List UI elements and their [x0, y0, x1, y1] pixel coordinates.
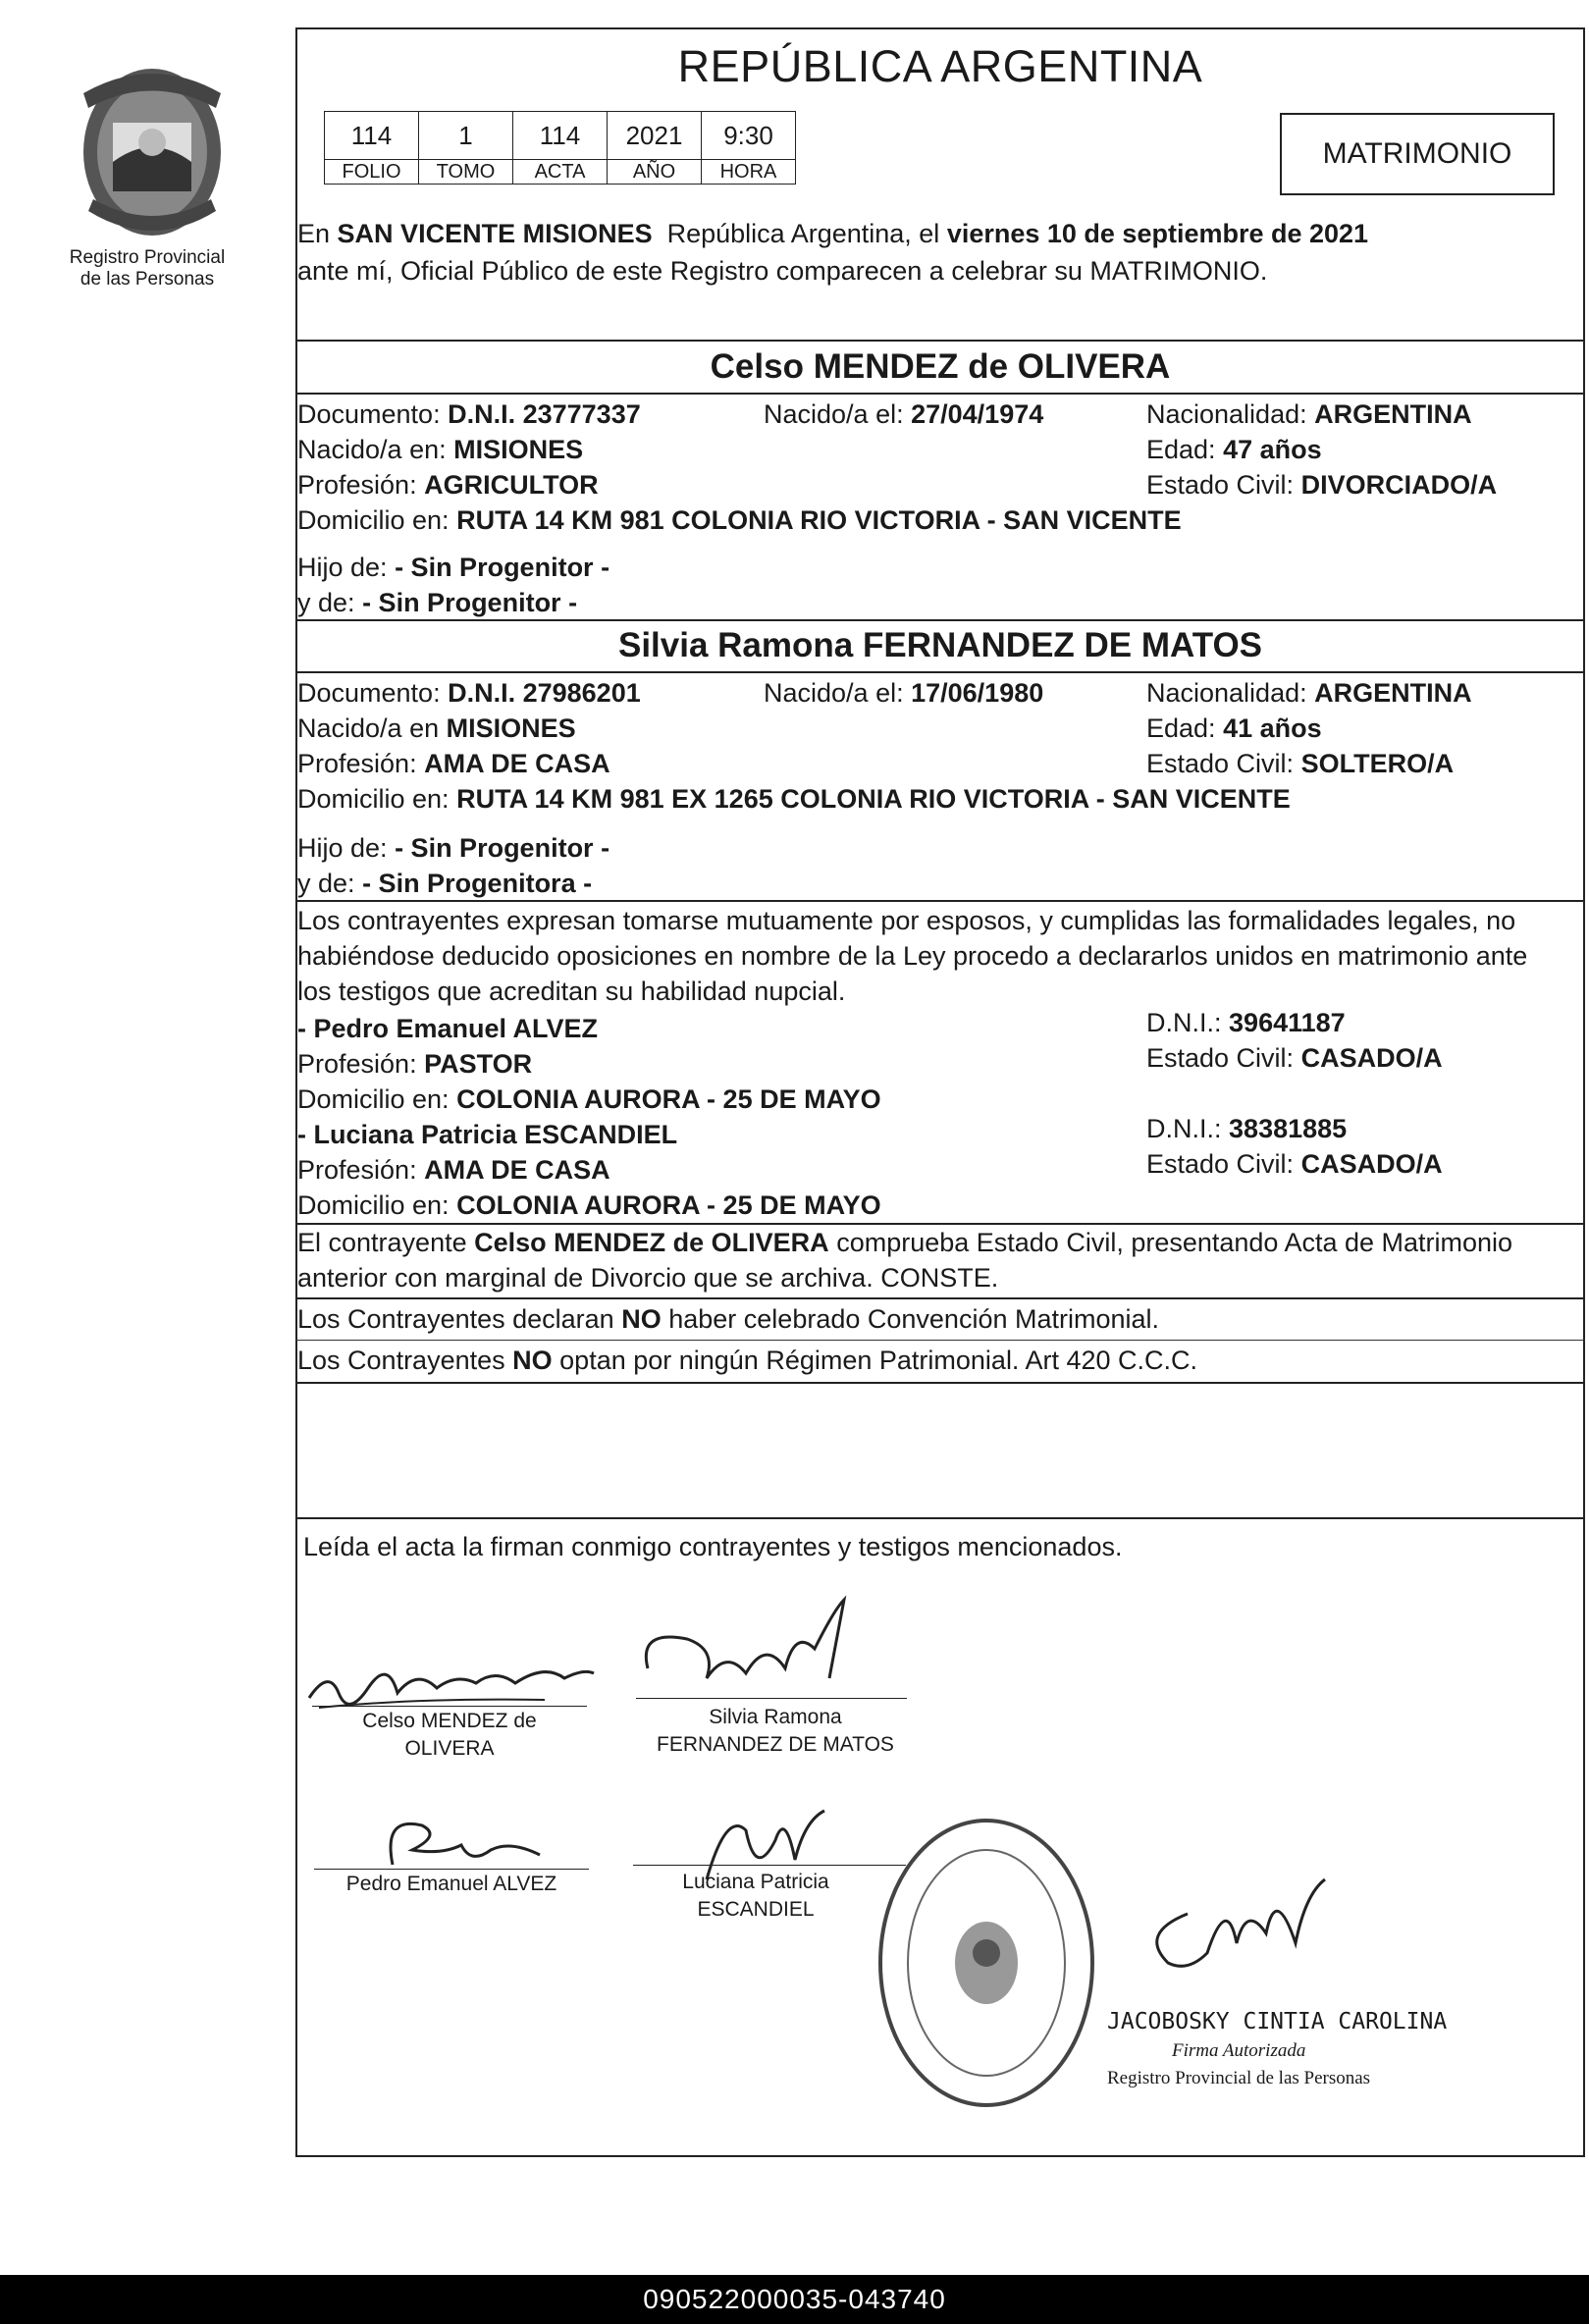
party1-parent-1: Hijo de: - Sin Progenitor - — [297, 553, 610, 582]
civil-status-note-line-1: El contrayente Celso MENDEZ de OLIVERA comprueba Estado Civil, presentando Acta de Matrimonio — [297, 1228, 1513, 1257]
record-table — [324, 111, 796, 185]
party2-civil-status: Estado Civil: SOLTERO/A — [1146, 749, 1455, 778]
party2-born-on: Nacido/a el: 17/06/1980 — [764, 678, 1044, 708]
signature-caption-silvia: Silvia Ramona FERNANDEZ DE MATOS — [657, 1706, 894, 1756]
declaration-line-3: los testigos que acreditan su habilidad nupcial. — [297, 977, 846, 1006]
party1-nationality: Nacionalidad: ARGENTINA — [1146, 399, 1472, 429]
hora-label: HORA — [702, 160, 796, 185]
party1-profession: Profesión: AGRICULTOR — [297, 470, 599, 500]
witness-1-dni: D.N.I.: 39641187 — [1146, 1008, 1346, 1037]
acta-value: 114 — [513, 112, 608, 160]
signature-caption-luciana: Luciana Patricia ESCANDIEL — [682, 1871, 829, 1921]
signature-silvia-icon — [628, 1590, 864, 1708]
party1-civil-status: Estado Civil: DIVORCIADO/A — [1146, 470, 1498, 500]
intro-line-1: En SAN VICENTE MISIONES República Argentina, el viernes 10 de septiembre de 2021 — [297, 219, 1369, 248]
official-role: Firma Autorizada — [1172, 2040, 1306, 2061]
witness-2-profession: Profesión: AMA DE CASA — [297, 1155, 610, 1185]
regime-line-2: Los Contrayentes NO optan por ningún Régimen Patrimonial. Art 420 C.C.C. — [297, 1346, 1198, 1375]
anio-label: AÑO — [608, 160, 702, 185]
declaration-line-1: Los contrayentes expresan tomarse mutuamente por esposos, y cumplidas las formalidades legales, no — [297, 906, 1516, 935]
party1-doc: Documento: D.N.I. 23777337 — [297, 399, 641, 429]
misiones-coat-of-arms-icon — [54, 54, 250, 250]
witness-1-address: Domicilio en: COLONIA AURORA - 25 DE MAYO — [297, 1084, 881, 1114]
party2-name: Silvia Ramona FERNANDEZ DE MATOS — [617, 626, 1263, 664]
party1-parent-2: y de: - Sin Progenitor - — [297, 588, 578, 617]
party2-nationality: Nacionalidad: ARGENTINA — [1146, 678, 1472, 708]
civil-status-note-line-2: anterior con marginal de Divorcio que se archiva. CONSTE. — [297, 1263, 999, 1293]
party1-address: Domicilio en: RUTA 14 KM 981 COLONIA RIO VICTORIA - SAN VICENTE — [297, 505, 1182, 535]
party2-age: Edad: 41 años — [1146, 713, 1322, 743]
witness-2-address: Domicilio en: COLONIA AURORA - 25 DE MAYO — [297, 1190, 881, 1220]
witness-2-dni: D.N.I.: 38381885 — [1146, 1114, 1348, 1143]
page-title: REPÚBLICA ARGENTINA — [677, 41, 1203, 91]
tomo-value: 1 — [419, 112, 513, 160]
record-type-box: MATRIMONIO — [1280, 113, 1555, 195]
party2-parent-1: Hijo de: - Sin Progenitor - — [297, 833, 610, 863]
witness-1-name: - Pedro Emanuel ALVEZ — [297, 1014, 599, 1043]
registry-label: Registro Provincial de las Personas — [69, 247, 226, 290]
party1-age: Edad: 47 años — [1146, 435, 1322, 464]
declaration-line-2: habiéndose deducido oposiciones en nombre de la Ley procedo a declararlos unidos en matrimonio ante — [297, 941, 1528, 971]
party2-profession: Profesión: AMA DE CASA — [297, 749, 610, 778]
document-footer-code: 090522000035-043740 — [0, 2275, 1589, 2324]
witness-1-profession: Profesión: PASTOR — [297, 1049, 533, 1079]
witness-2-name: - Luciana Patricia ESCANDIEL — [297, 1120, 678, 1149]
hora-value: 9:30 — [702, 112, 796, 160]
intro-line-2: ante mí, Oficial Público de este Registro comparecen a celebrar su MATRIMONIO. — [297, 256, 1268, 286]
witness-1-civil-status: Estado Civil: CASADO/A — [1146, 1043, 1443, 1073]
party2-parent-2: y de: - Sin Progenitora - — [297, 869, 593, 898]
anio-value: 2021 — [608, 112, 702, 160]
official-organization: Registro Provincial de las Personas — [1107, 2068, 1371, 2088]
party2-address: Domicilio en: RUTA 14 KM 981 EX 1265 COLONIA RIO VICTORIA - SAN VICENTE — [297, 784, 1291, 814]
folio-value: 114 — [325, 112, 419, 160]
closing-text: Leída el acta la firman conmigo contrayentes y testigos mencionados. — [303, 1532, 1123, 1561]
regime-line-1: Los Contrayentes declaran NO haber celebrado Convención Matrimonial. — [297, 1304, 1160, 1334]
party1-born-on: Nacido/a el: 27/04/1974 — [764, 399, 1044, 429]
tomo-label: TOMO — [419, 160, 513, 185]
party1-born-in: Nacido/a en: MISIONES — [297, 435, 584, 464]
signature-official-icon — [1129, 1875, 1354, 1992]
official-name: JACOBOSKY CINTIA CAROLINA — [1107, 2009, 1448, 2034]
acta-label: ACTA — [513, 160, 608, 185]
folio-label: FOLIO — [325, 160, 419, 185]
party1-name: Celso MENDEZ de OLIVERA — [710, 347, 1171, 386]
signature-caption-celso: Celso MENDEZ de OLIVERA — [362, 1710, 537, 1760]
party2-doc: Documento: D.N.I. 27986201 — [297, 678, 641, 708]
official-seal-icon — [869, 1806, 1104, 2120]
witness-2-civil-status: Estado Civil: CASADO/A — [1146, 1149, 1443, 1179]
signature-caption-pedro: Pedro Emanuel ALVEZ — [345, 1873, 557, 1895]
party2-born-in: Nacido/a en MISIONES — [297, 713, 576, 743]
